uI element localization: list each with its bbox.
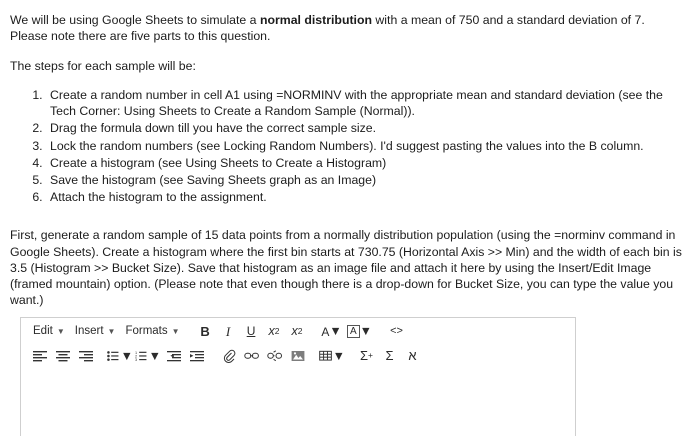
steps-lead (10, 58, 690, 74)
second-paragraph-text: First, generate a random sample of 15 data points from a normally distribution population (using the =norminv command in Google Sheets). Create a histogram where the first bin starts at 730.75 (Horizontal Axis >> Min) and the width of each bin is 3.5 (Histogram >> Bucket Size). Save that histogram as an image file and attach it here by using the Insert/Edit Image (framed mountain) option. (Please note that even though there is a drop-down for Bucket Size, you can type the value you want.) (10, 228, 682, 308)
italic-button[interactable]: I (225, 323, 231, 339)
chevron-down-icon: ▼ (171, 326, 180, 336)
subscript-button[interactable]: x 2 (268, 324, 280, 339)
intro-bold-phrase: normal distribution (259, 13, 372, 27)
table-button[interactable] (319, 346, 345, 366)
attachment-button[interactable] (218, 346, 239, 366)
bold-button[interactable]: B (200, 323, 210, 339)
editor-toolbar-row-2 (21, 343, 575, 368)
chevron-down-icon: ▼ (120, 348, 133, 363)
svg-text:1: 1 (135, 350, 138, 355)
background-color-button[interactable]: A ▼ (347, 322, 373, 342)
edit-menu-label: Edit (33, 324, 53, 337)
chevron-down-icon: ▼ (148, 348, 161, 363)
edit-menu[interactable] (29, 322, 69, 342)
underline-button[interactable]: U (246, 323, 256, 338)
editor-content-area[interactable] (21, 368, 575, 432)
document-page (0, 12, 700, 436)
chevron-down-icon: ▼ (359, 324, 373, 339)
second-paragraph-block (10, 227, 684, 308)
svg-text:3: 3 (135, 358, 138, 362)
list-item: 1. Create a random number in cell A1 using =NORMINV with the appropriate mean and standard deviation (see the Tech Corner: Using Sheets to Create a Random Sample (Normal)). (46, 87, 690, 119)
superscript-button[interactable]: x 2 (291, 324, 303, 339)
formats-menu[interactable] (121, 322, 183, 342)
align-right-button[interactable] (75, 346, 96, 366)
chevron-down-icon: ▼ (329, 324, 342, 339)
list-item: 6. Attach the histogram to the assignment. (46, 189, 690, 205)
list-item: 4. Create a histogram (see Using Sheets to Create a Histogram) (46, 155, 690, 171)
align-left-button[interactable] (29, 346, 50, 366)
decrease-indent-button[interactable] (163, 346, 184, 366)
formats-menu-label: Formats (125, 324, 168, 337)
chevron-down-icon: ▼ (56, 326, 65, 336)
intro-text-part1: We will be using Google Sheets to simulate a (10, 13, 260, 27)
svg-text:2: 2 (135, 354, 138, 359)
list-item: 2. Drag the formula down till you have the correct sample size. (46, 120, 690, 136)
insert-image-button[interactable] (287, 346, 308, 366)
rich-text-editor[interactable] (20, 317, 576, 436)
bullet-list-button[interactable] (107, 346, 133, 366)
intro-text (10, 12, 682, 44)
text-color-button[interactable]: A ▼ (321, 324, 342, 339)
chevron-down-icon: ▼ (107, 326, 116, 336)
steps-list (10, 87, 690, 206)
insert-menu[interactable] (71, 322, 120, 342)
editor-toolbar-row-1 (21, 318, 575, 343)
unlink-button[interactable] (264, 346, 285, 366)
steps-lead-text: The steps for each sample will be: (10, 59, 196, 74)
source-code-button[interactable]: <> (390, 325, 403, 338)
numbered-list-button[interactable] (135, 346, 161, 366)
link-button[interactable] (241, 346, 262, 366)
insert-menu-label: Insert (74, 324, 104, 337)
align-center-button[interactable] (52, 346, 73, 366)
intro-text-part2: with a mean of 750 and a standard deviation of 7. Please note there are five parts to this question. (10, 13, 645, 44)
increase-indent-button[interactable] (186, 346, 207, 366)
insert-math-button[interactable]: Σ + (359, 348, 373, 364)
list-item: 3. Lock the random numbers (see Locking Random Numbers). I'd suggest pasting the values into the B column. (46, 138, 690, 154)
list-item: 5. Save the histogram (see Saving Sheets graph as an Image) (46, 172, 690, 188)
hebrew-button[interactable]: א (408, 348, 417, 364)
chevron-down-icon: ▼ (332, 348, 345, 363)
intro-paragraph (10, 12, 682, 44)
sigma-button[interactable]: Σ (385, 348, 394, 364)
